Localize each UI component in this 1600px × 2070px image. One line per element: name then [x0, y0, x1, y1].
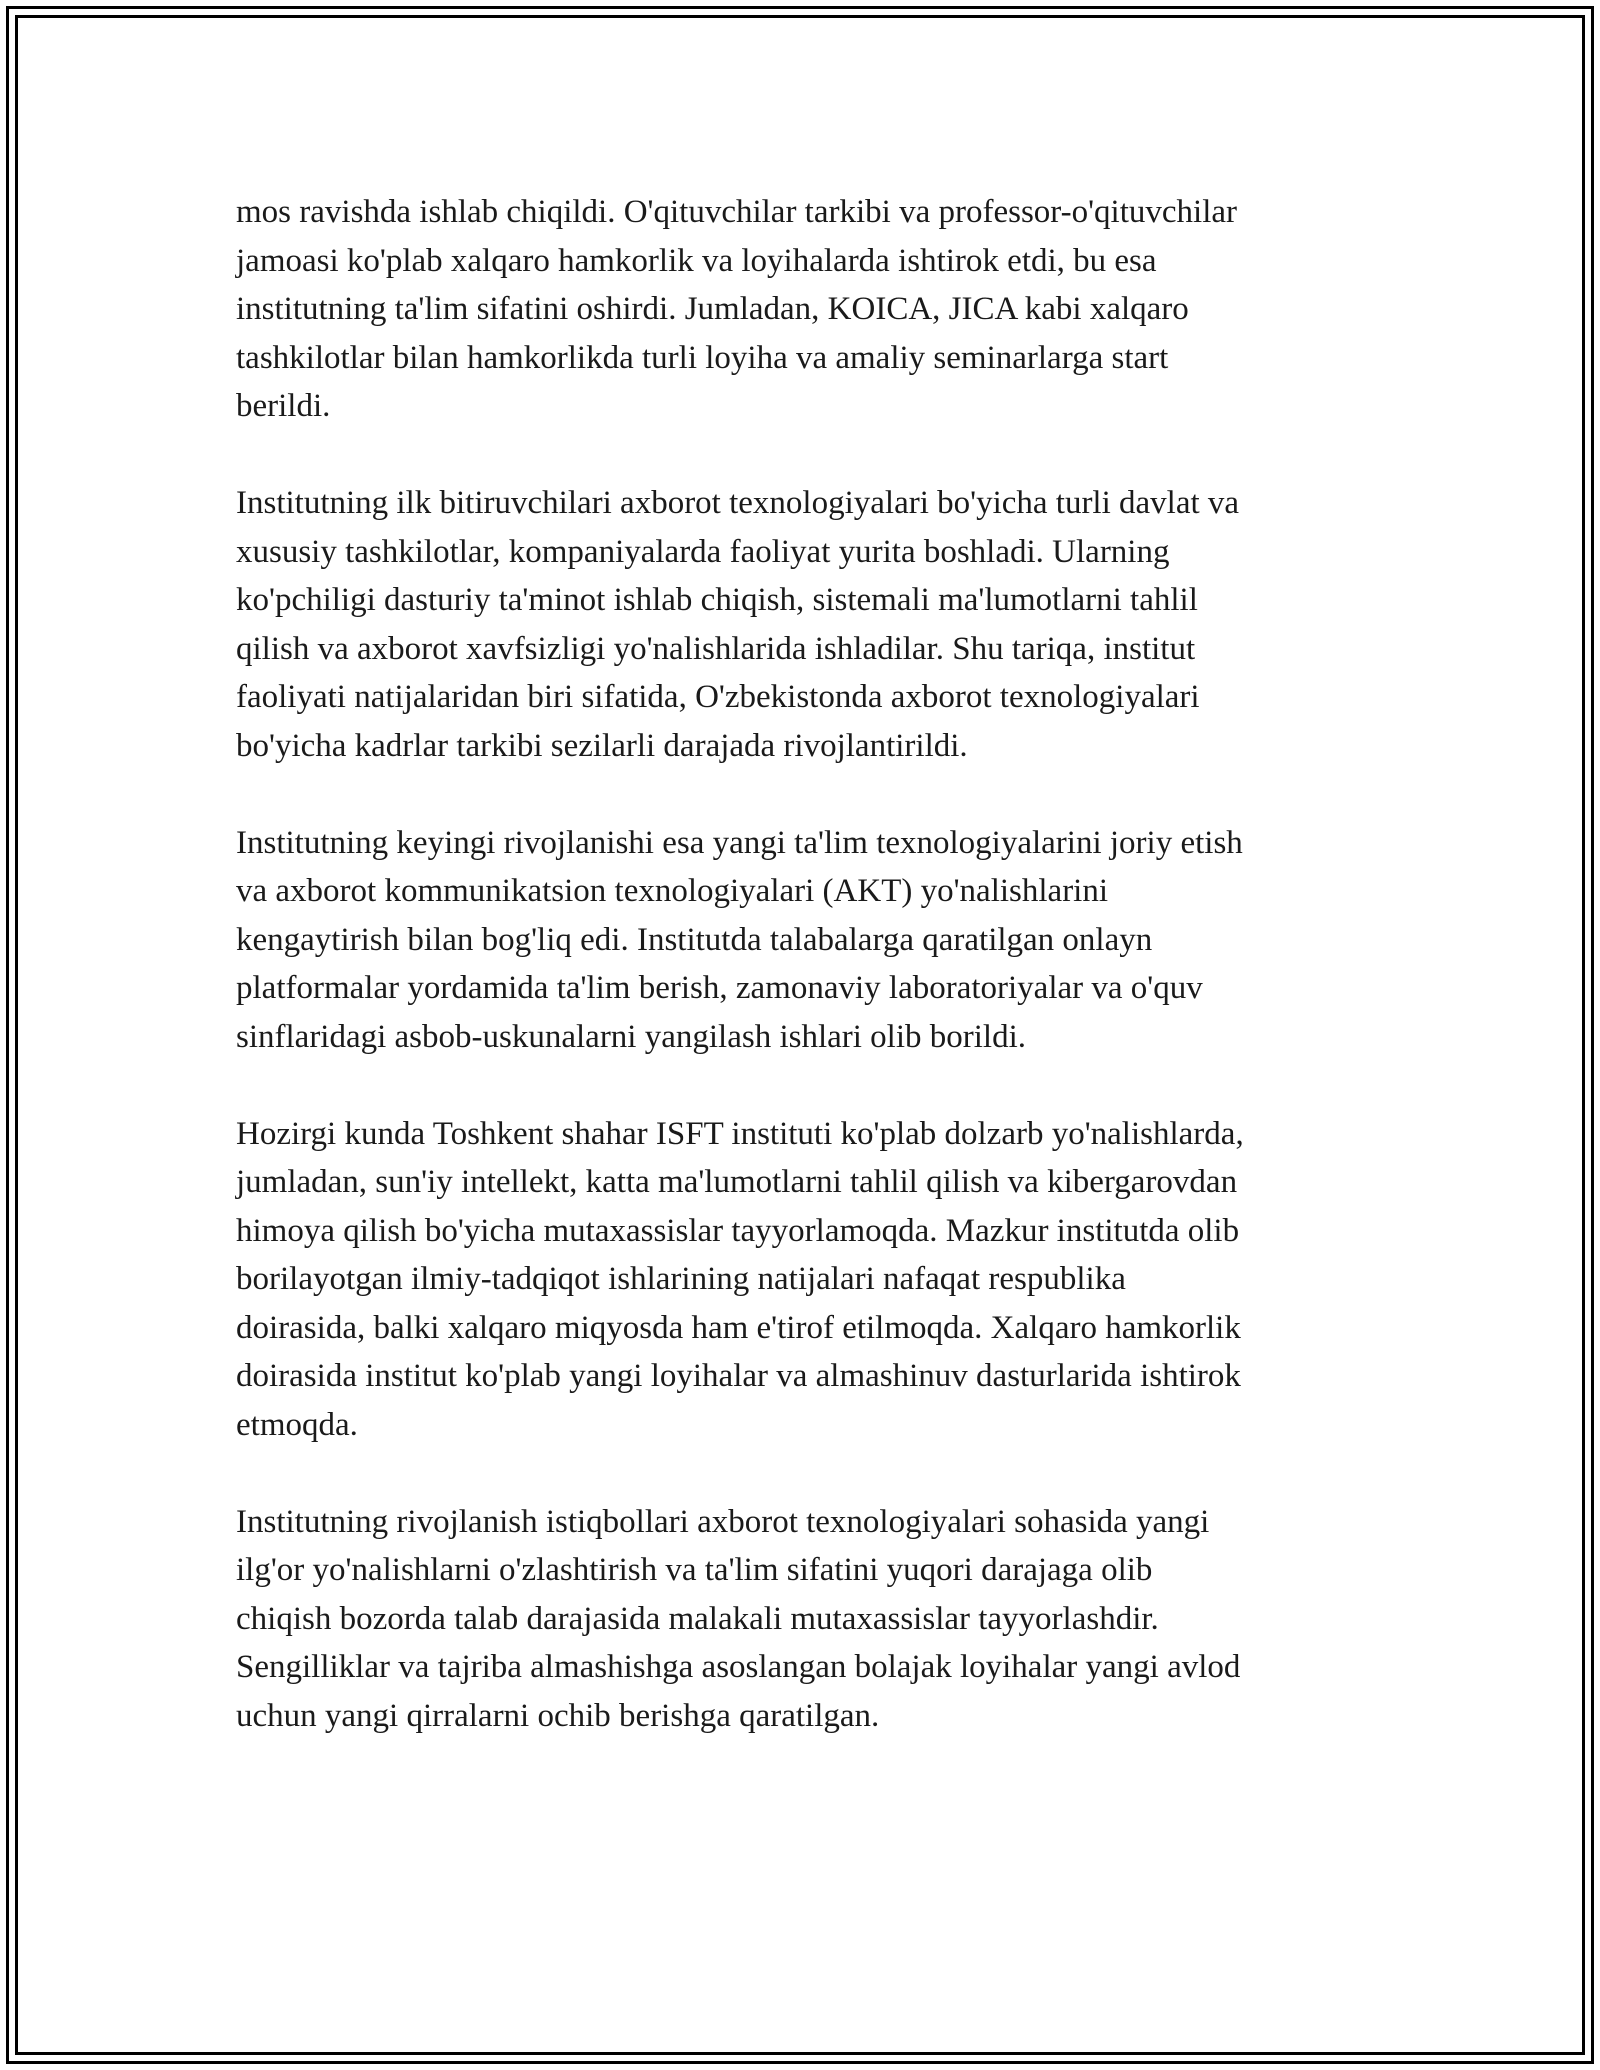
text-line: ilg'or yo'nalishlarni o'zlashtirish va ta'lim sifatini yuqori darajaga olib — [236, 1552, 1153, 1588]
text-line: berildi. — [236, 388, 331, 424]
text-line: jumladan, sun'iy intellekt, katta ma'lumotlarni tahlil qilish va kibergarovdan — [236, 1164, 1238, 1200]
text-line: Hozirgi kunda Toshkent shahar ISFT instituti ko'plab dolzarb yo'nalishlarda, — [236, 1115, 1244, 1152]
text-line: borilayotgan ilmiy-tadqiqot ishlarining natijalari nafaqat respublika — [236, 1261, 1126, 1297]
text-line: Institutning ilk bitiruvchilari axborot texnologiyalari bo'yicha turli davlat va — [236, 485, 1240, 521]
text-line: mos ravishda ishlab chiqildi. O'qituvchilar tarkibi va professor-o'qituvchilar — [236, 194, 1238, 230]
paragraph-5 — [236, 1498, 1366, 1741]
text-line: chiqish bozorda talab darajasida malakali mutaxassislar tayyorlashdir. — [236, 1600, 1159, 1637]
paragraph-1 — [236, 188, 1366, 431]
text-line: institutning ta'lim sifatini oshirdi. Jumladan, KOICA, JICA kabi xalqaro — [236, 291, 1189, 327]
text-line: doirasida institut ko'plab yangi loyihalar va almashinuv dasturlarida ishtirok — [236, 1358, 1241, 1394]
text-line: qilish va axborot xavfsizligi yo'nalishlarida ishladilar. Shu tariqa, institut — [236, 630, 1196, 667]
text-line: va axborot kommunikatsion texnologiyalari (AKT) yo'nalishlarini — [236, 873, 1109, 909]
text-line: uchun yangi qirralarni ochib berishga qaratilgan. — [236, 1697, 880, 1734]
text-line: Institutning rivojlanish istiqbollari axborot texnologiyalari sohasida yangi — [236, 1503, 1210, 1540]
text-line: ko'pchiligi dasturiy ta'minot ishlab chiqish, sistemali ma'lumotlarni tahlil — [236, 582, 1198, 618]
text-line: bo'yicha kadrlar tarkibi sezilarli darajada rivojlantirildi. — [236, 727, 968, 764]
text-line: Sengilliklar va tajriba almashishga asoslangan bolajak loyihalar yangi avlod — [236, 1649, 1241, 1685]
text-line: kengaytirish bilan bog'liq edi. Institutda talabalarga qaratilgan onlayn — [236, 921, 1153, 958]
document-body — [236, 188, 1366, 1789]
text-line: tashkilotlar bilan hamkorlikda turli loyiha va amaliy seminarlarga start — [236, 339, 1169, 376]
paragraph-3 — [236, 819, 1366, 1062]
text-line: sinflaridagi asbob-uskunalarni yangilash ishlari olib borildi. — [236, 1018, 1027, 1055]
text-line: faoliyati natijalaridan biri sifatida, O'zbekistonda axborot texnologiyalari — [236, 679, 1200, 715]
text-line: xususiy tashkilotlar, kompaniyalarda faoliyat yurita boshladi. Ularning — [236, 533, 1170, 570]
text-line: himoya qilish bo'yicha mutaxassislar tayyorlamoqda. Mazkur institutda olib — [236, 1212, 1240, 1249]
text-line: Institutning keyingi rivojlanishi esa yangi ta'lim texnologiyalarini joriy etish — [236, 824, 1243, 861]
text-line: doirasida, balki xalqaro miqyosda ham e'tirof etilmoqda. Xalqaro hamkorlik — [236, 1309, 1241, 1346]
paragraph-4 — [236, 1110, 1366, 1450]
paragraph-2 — [236, 479, 1366, 770]
text-line: jamoasi ko'plab xalqaro hamkorlik va loyihalarda ishtirok etdi, bu esa — [236, 242, 1157, 279]
text-line: platformalar yordamida ta'lim berish, zamonaviy laboratoriyalar va o'quv — [236, 970, 1203, 1006]
text-line: etmoqda. — [236, 1406, 358, 1443]
